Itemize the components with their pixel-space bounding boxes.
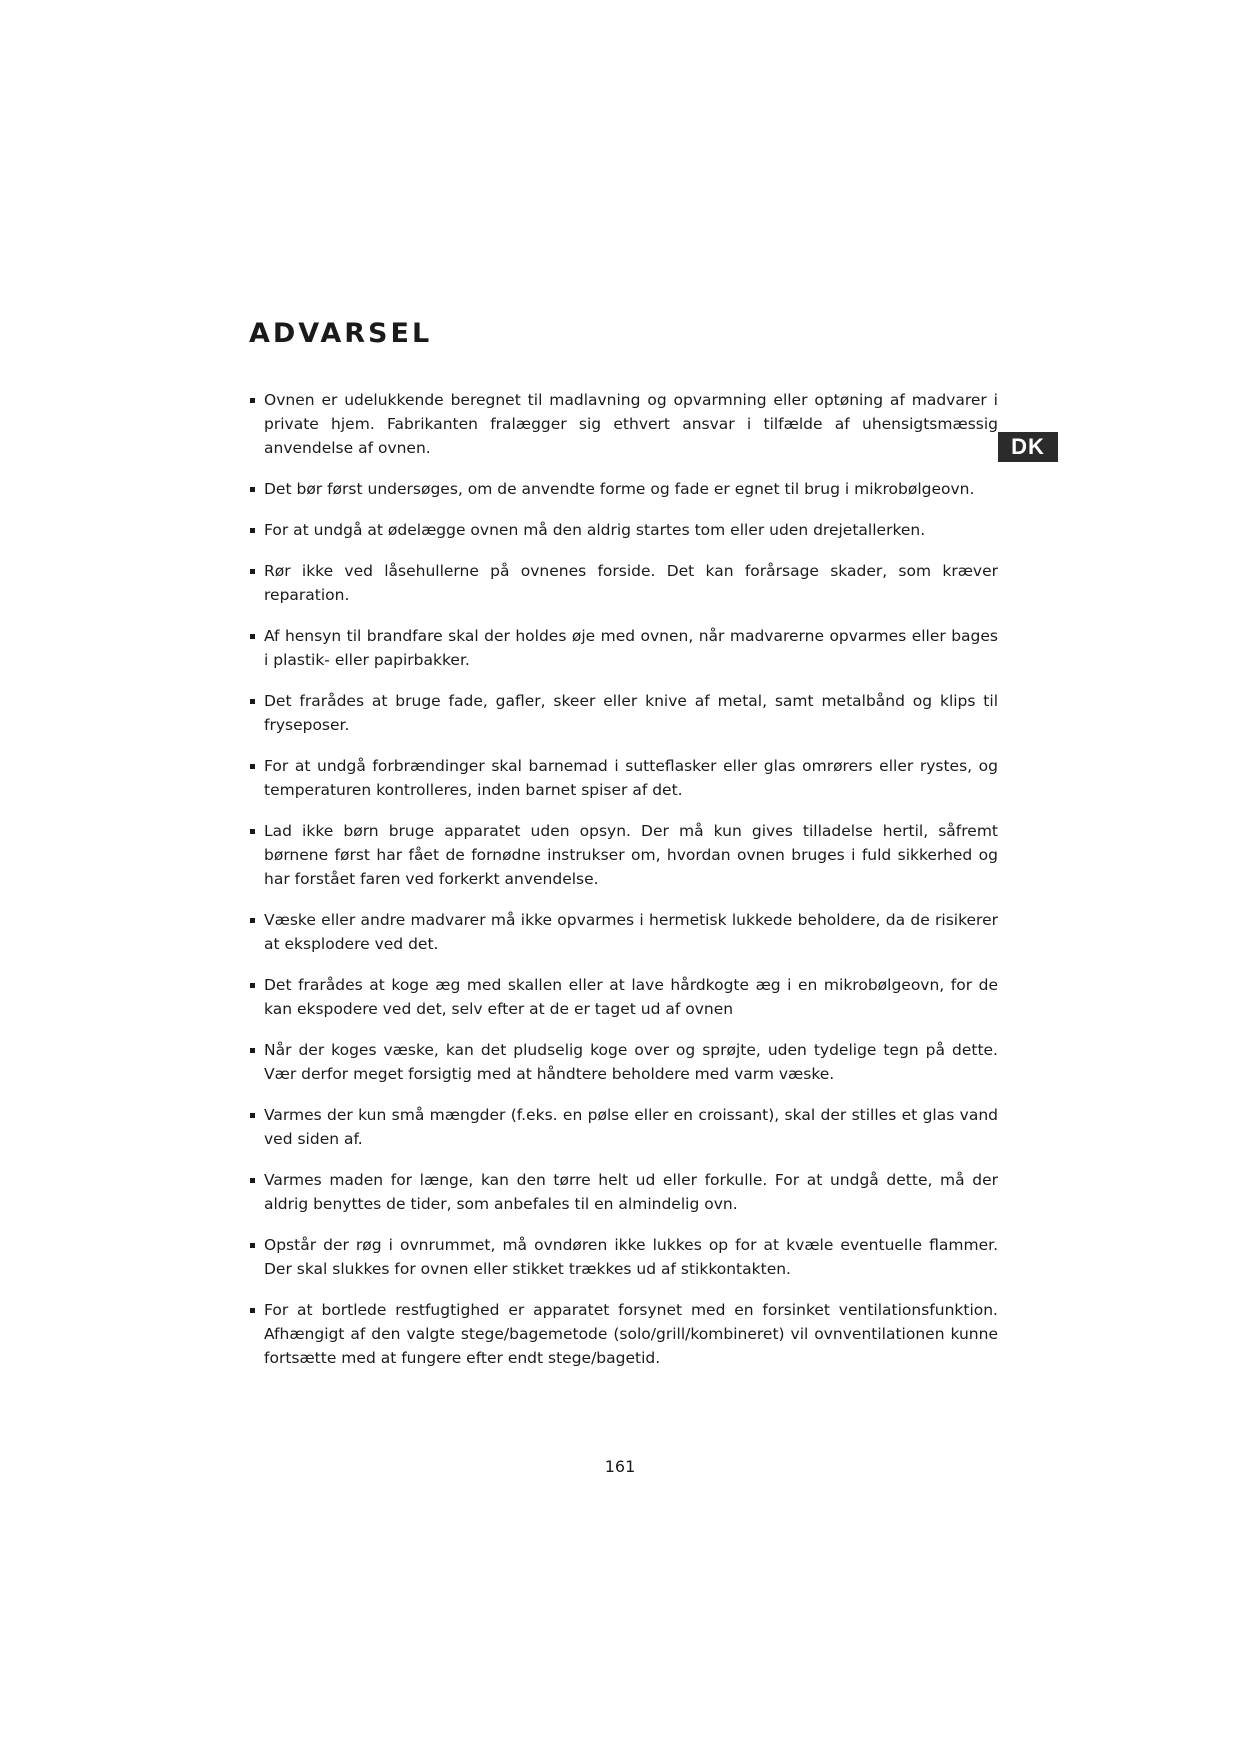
bullet-icon — [250, 398, 255, 403]
bullet-icon — [250, 764, 255, 769]
warning-text: For at bortlede restfugtighed er apparatet forsynet med en forsinket ventilationsfunktion. Afhængigt af den valgte stege/bagemetode (solo/grill/kombineret) vil ovnventilationen kunne fortsætte med at fungere efter endt stege/bagetid. — [264, 1301, 998, 1367]
warning-item — [249, 1168, 998, 1216]
warning-text: Væske eller andre madvarer må ikke opvarmes i hermetisk lukkede beholdere, da de risikerer at eksplodere ved det. — [264, 911, 998, 953]
bullet-icon — [250, 1308, 255, 1313]
warning-text: Det bør først undersøges, om de anvendte forme og fade er egnet til brug i mikrobølgeovn. — [264, 480, 975, 498]
bullet-icon — [250, 569, 255, 574]
bullet-icon — [250, 983, 255, 988]
warning-item — [249, 477, 998, 501]
warning-item — [249, 908, 998, 956]
warning-text: Det frarådes at koge æg med skallen eller at lave hårdkogte æg i en mikrobølgeovn, for de kan ekspodere ved det, selv efter at de er taget ud af ovnen — [264, 976, 998, 1018]
warning-item — [249, 754, 998, 802]
bullet-icon — [250, 918, 255, 923]
page-number: 161 — [604, 1457, 636, 1476]
warning-text: Lad ikke børn bruge apparatet uden opsyn. Der må kun gives tilladelse hertil, såfremt børnene først har fået de fornødne instrukser om, hvordan ovnen bruges i fuld sikkerhed og har forstået faren ved forkerkt anvendelse. — [264, 822, 998, 888]
warning-text: Opstår der røg i ovnrummet, må ovndøren ikke lukkes op for at kvæle eventuelle flammer. Der skal slukkes for ovnen eller stikket trækkes ud af stikkontakten. — [264, 1236, 998, 1278]
warning-item — [249, 624, 998, 672]
warning-text: Ovnen er udelukkende beregnet til madlavning og opvarmning eller optøning af madvarer i private hjem. Fabrikanten fralægger sig ethvert ansvar i tilfælde af uhensigtsmæssig anvendelse af ovnen. — [264, 391, 998, 457]
warning-item — [249, 689, 998, 737]
warning-text: Når der koges væske, kan det pludselig koge over og sprøjte, uden tydelige tegn på dette. Vær derfor meget forsigtig med at håndtere beholdere med varm væske. — [264, 1041, 998, 1083]
warning-item — [249, 973, 998, 1021]
warning-item — [249, 1103, 998, 1151]
bullet-icon — [250, 1048, 255, 1053]
warning-item — [249, 1298, 998, 1370]
bullet-icon — [250, 528, 255, 533]
bullet-icon — [250, 487, 255, 492]
warning-item — [249, 388, 998, 460]
bullet-icon — [250, 1243, 255, 1248]
warning-text: For at undgå forbrændinger skal barnemad i sutteflasker eller glas omrørers eller rystes, og temperaturen kontrolleres, inden barnet spiser af det. — [264, 757, 998, 799]
warning-text: For at undgå at ødelægge ovnen må den aldrig startes tom eller uden drejetallerken. — [264, 521, 926, 539]
warning-item — [249, 1038, 998, 1086]
bullet-icon — [250, 829, 255, 834]
warning-list — [249, 388, 998, 1387]
bullet-icon — [250, 1113, 255, 1118]
warning-text: Det frarådes at bruge fade, gafler, skeer eller knive af metal, samt metalbånd og klips til fryseposer. — [264, 692, 998, 734]
warning-text: Varmes der kun små mængder (f.eks. en pølse eller en croissant), skal der stilles et glas vand ved siden af. — [264, 1106, 998, 1148]
warning-text: Rør ikke ved låsehullerne på ovnenes forside. Det kan forårsage skader, som kræver reparation. — [264, 562, 998, 604]
language-tab: DK — [998, 432, 1058, 462]
bullet-icon — [250, 699, 255, 704]
bullet-icon — [250, 1178, 255, 1183]
warning-item — [249, 559, 998, 607]
warning-text: Varmes maden for længe, kan den tørre helt ud eller forkulle. For at undgå dette, må der aldrig benyttes de tider, som anbefales til en almindelig ovn. — [264, 1171, 998, 1213]
warning-item — [249, 518, 998, 542]
warning-text: Af hensyn til brandfare skal der holdes øje med ovnen, når madvarerne opvarmes eller bages i plastik- eller papirbakker. — [264, 627, 998, 669]
bullet-icon — [250, 634, 255, 639]
page-title: ADVARSEL — [249, 318, 433, 349]
warning-item — [249, 1233, 998, 1281]
warning-item — [249, 819, 998, 891]
